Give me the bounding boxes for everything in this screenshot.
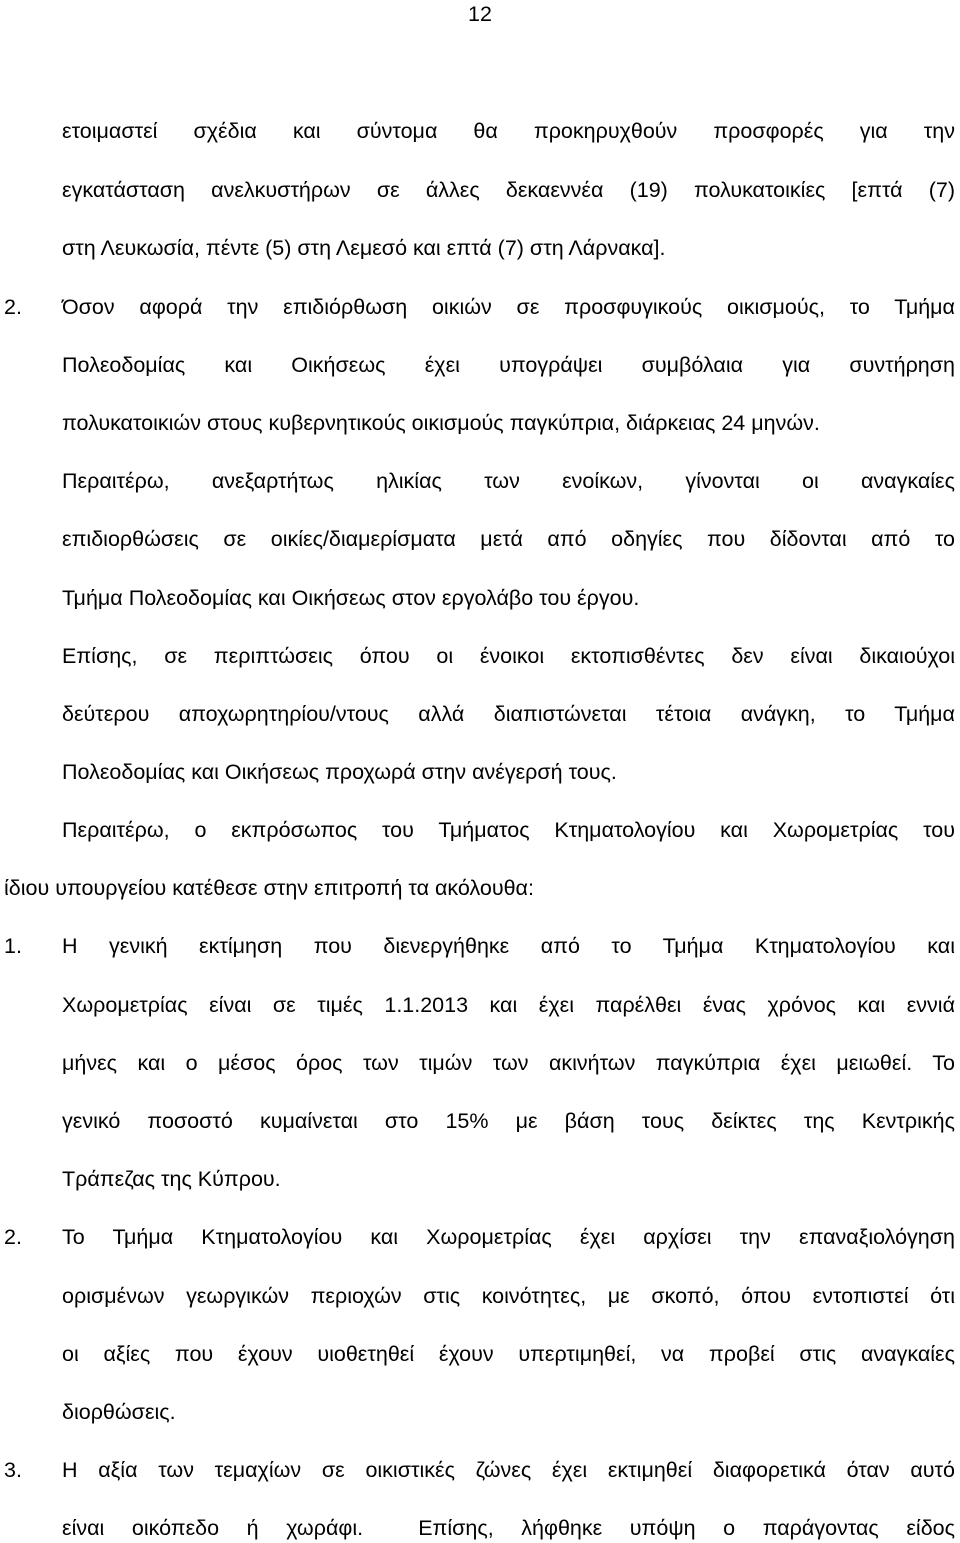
text-line: εγκατάσταση ανελκυστήρων σε άλλες δεκαεννέα (19) πολυκατοικίες [επτά (7)	[62, 178, 955, 202]
text-line: ίδιου υπουργείου κατέθεσε στην επιτροπή τα ακόλουθα:	[4, 876, 534, 900]
text-line: Πολεοδομίας και Οικήσεως προχωρά στην ανέγερσή τους.	[62, 760, 617, 784]
text-line: πολυκατοικιών στους κυβερνητικούς οικισμούς παγκύπρια, διάρκειας 24 μηνών.	[62, 411, 820, 435]
text-line: γενικό ποσοστό κυμαίνεται στο 15% με βάση τους δείκτες της Κεντρικής	[62, 1109, 955, 1133]
text-line: μήνες και ο μέσος όρος των τιμών των ακινήτων παγκύπρια έχει μειωθεί. Το	[62, 1051, 955, 1075]
text-line: Το Τμήμα Κτηματολογίου και Χωρομετρίας έχει αρχίσει την επαναξιολόγηση	[62, 1225, 955, 1249]
text-line: Επίσης, σε περιπτώσεις όπου οι ένοικοι εκτοπισθέντες δεν είναι δικαιούχοι	[62, 644, 955, 668]
text-line: Τμήμα Πολεοδομίας και Οικήσεως στον εργολάβο του έργου.	[62, 586, 640, 610]
text-line: οι αξίες που έχουν υιοθετηθεί έχουν υπερτιμηθεί, να προβεί στις αναγκαίες	[62, 1342, 955, 1366]
text-line: δεύτερου αποχωρητηρίου/ντους αλλά διαπιστώνεται τέτοια ανάγκη, το Τμήμα	[62, 702, 955, 726]
text-line: Τράπεζας της Κύπρου.	[62, 1167, 281, 1191]
text-line: στη Λευκωσία, πέντε (5) στη Λεμεσό και επτά (7) στη Λάρνακα].	[62, 236, 666, 260]
item-number: 2.	[4, 295, 22, 319]
text-line: Πολεοδομίας και Οικήσεως έχει υπογράψει συμβόλαια για συντήρηση	[62, 353, 955, 377]
page-number: 12	[468, 2, 492, 26]
text-line: είναι οικόπεδο ή χωράφι. Επίσης, λήφθηκε υπόψη ο παράγοντας είδος	[62, 1516, 955, 1540]
item-number: 2.	[4, 1225, 22, 1249]
text-line: Περαιτέρω, ο εκπρόσωπος του Τμήματος Κτηματολογίου και Χωρομετρίας του	[62, 818, 955, 842]
text-line: Η γενική εκτίμηση που διενεργήθηκε από το Τμήμα Κτηματολογίου και	[62, 934, 955, 958]
text-line: διορθώσεις.	[62, 1400, 176, 1424]
text-line: Περαιτέρω, ανεξαρτήτως ηλικίας των ενοίκων, γίνονται οι αναγκαίες	[62, 469, 955, 493]
text-line: ορισμένων γεωργικών περιοχών στις κοινότητες, με σκοπό, όπου εντοπιστεί ότι	[62, 1284, 955, 1308]
text-line: ετοιμαστεί σχέδια και σύντομα θα προκηρυχθούν προσφορές για την	[62, 119, 955, 143]
item-number: 3.	[4, 1458, 22, 1482]
text-line: επιδιορθώσεις σε οικίες/διαμερίσματα μετά από οδηγίες που δίδονται από το	[62, 527, 955, 551]
item-number: 1.	[4, 934, 22, 958]
text-line: Όσον αφορά την επιδιόρθωση οικιών σε προσφυγικούς οικισμούς, το Τμήμα	[62, 295, 955, 319]
text-line: Χωρομετρίας είναι σε τιμές 1.1.2013 και έχει παρέλθει ένας χρόνος και εννιά	[62, 993, 955, 1017]
text-line: Η αξία των τεμαχίων σε οικιστικές ζώνες έχει εκτιμηθεί διαφορετικά όταν αυτό	[62, 1458, 955, 1482]
